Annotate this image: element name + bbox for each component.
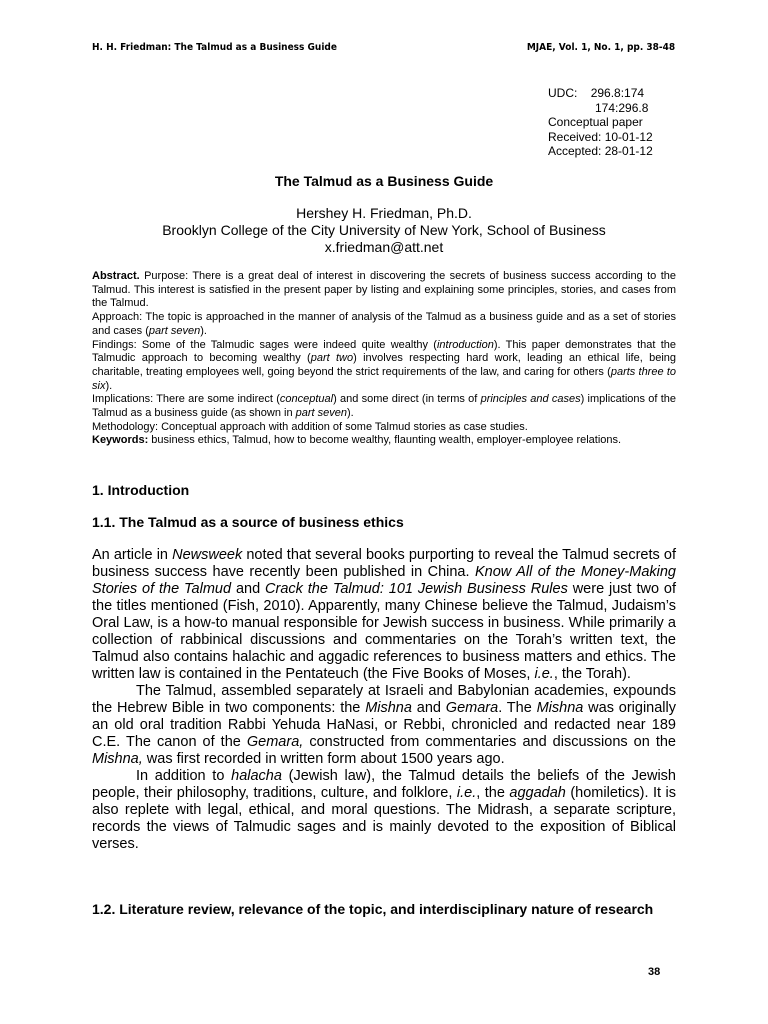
author-email: x.friedman@att.net (324, 239, 444, 255)
abstract (92, 270, 676, 448)
paper-title: The Talmud as a Business Guide (274, 173, 494, 189)
header-left: H. H. Friedman: The Talmud as a Business Guide (92, 42, 337, 53)
header-right: MJAE, Vol. 1, No. 1, pp. 38-48 (526, 42, 676, 53)
page-number: 38 (648, 966, 661, 978)
keywords-label: Keywords: (92, 434, 149, 447)
abstract-label: Abstract. (92, 270, 140, 282)
subsection-heading-1-2: 1.2. Literature review, relevance of the topic, and interdisciplinary nature of research (92, 901, 654, 917)
subsection-heading-1-1: 1.1. The Talmud as a source of business ethics (92, 514, 404, 530)
paragraph-1: An article in Newsweek noted that several books purporting to reveal the Talmud secrets of business success have recently been published in China. Know All of the Money-Making Stories of the Talmud and Crack the Talmud: 101 Jewish Business Rules were just two of the titles mentioned (Fish, 2010). Apparently, many Chinese believe the Talmud, Judaism’s Oral Law, is a how-to manual responsible for Jewish success in business. While primarily a collection of rabbinical discussions and commentaries on the Torah’s written text, the Talmud also contains halachic and aggadic references to business matters and ethics. The written law is contained in the Pentateuch (the Five Books of Moses, i.e., the Torah). (92, 547, 677, 682)
author-name: Hershey H. Friedman, Ph.D. (296, 205, 472, 221)
body-text (92, 547, 676, 853)
abstract-findings: Findings: Some of the Talmudic sages were indeed quite wealthy (introduction). This paper demonstrates that the Talmudic approach to becoming wealthy (part two) involves respecting hard work, leading an ethical life, being charitable, treating employees well, going beyond the strict requirements of the law, and caring for others (parts three to six). (92, 338, 677, 392)
udc-code-2: 174:296.8 (595, 100, 649, 115)
udc-code-1: 296.8:174 (590, 86, 645, 100)
paragraph-2: The Talmud, assembled separately at Israeli and Babylonian academies, expounds the Hebrew Bible in two components: the Mishna and Gemara. The Mishna was originally an old oral tradition Rabbi Yehuda HaNasi, or Rebbi, chronicled and redacted near 189 C.E. The canon of the Gemara, constructed from commentaries and discussions on the Mishna, was first recorded in written form about 1500 years ago. (92, 683, 677, 767)
abstract-keywords: Keywords: business ethics, Talmud, how to become wealthy, flaunting wealth, employer-employee relations. (92, 434, 622, 447)
accepted-date: Accepted: 28-01-12 (548, 144, 653, 158)
running-header (92, 42, 675, 53)
udc-label: UDC: (548, 86, 578, 100)
article-metadata (548, 86, 653, 159)
paragraph-3: In addition to halacha (Jewish law), the Talmud details the beliefs of the Jewish people, their philosophy, traditions, culture, and folklore, i.e., the aggadah (homiletics). It is also replete with legal, ethical, and moral questions. The Midrash, a separate scripture, records the views of Talmudic sages and is mainly devoted to the exposition of Biblical verses. (92, 768, 676, 852)
paper-type: Conceptual paper (548, 115, 643, 129)
abstract-implications: Implications: There are some indirect (conceptual) and some direct (in terms of principles and cases) implications of the Talmud as a business guide (as shown in part seven). (92, 393, 676, 420)
abstract-purpose: Abstract. Purpose: There is a great deal of interest in discovering the secrets of business success according to the Talmud. This interest is satisfied in the present paper by listing and explaining some principles, stories, and cases from the Talmud. (92, 270, 676, 310)
author-affiliation: Brooklyn College of the City University of New York, School of Business (162, 222, 606, 238)
section-heading-introduction: 1. Introduction (92, 482, 190, 498)
abstract-methodology: Methodology: Conceptual approach with addition of some Talmud stories as case studies. (92, 420, 528, 433)
author-block (0, 205, 768, 256)
abstract-approach: Approach: The topic is approached in the manner of analysis of the Talmud as a business guide and as a set of stories and cases (part seven). (92, 311, 676, 337)
received-date: Received: 10-01-12 (548, 129, 653, 144)
